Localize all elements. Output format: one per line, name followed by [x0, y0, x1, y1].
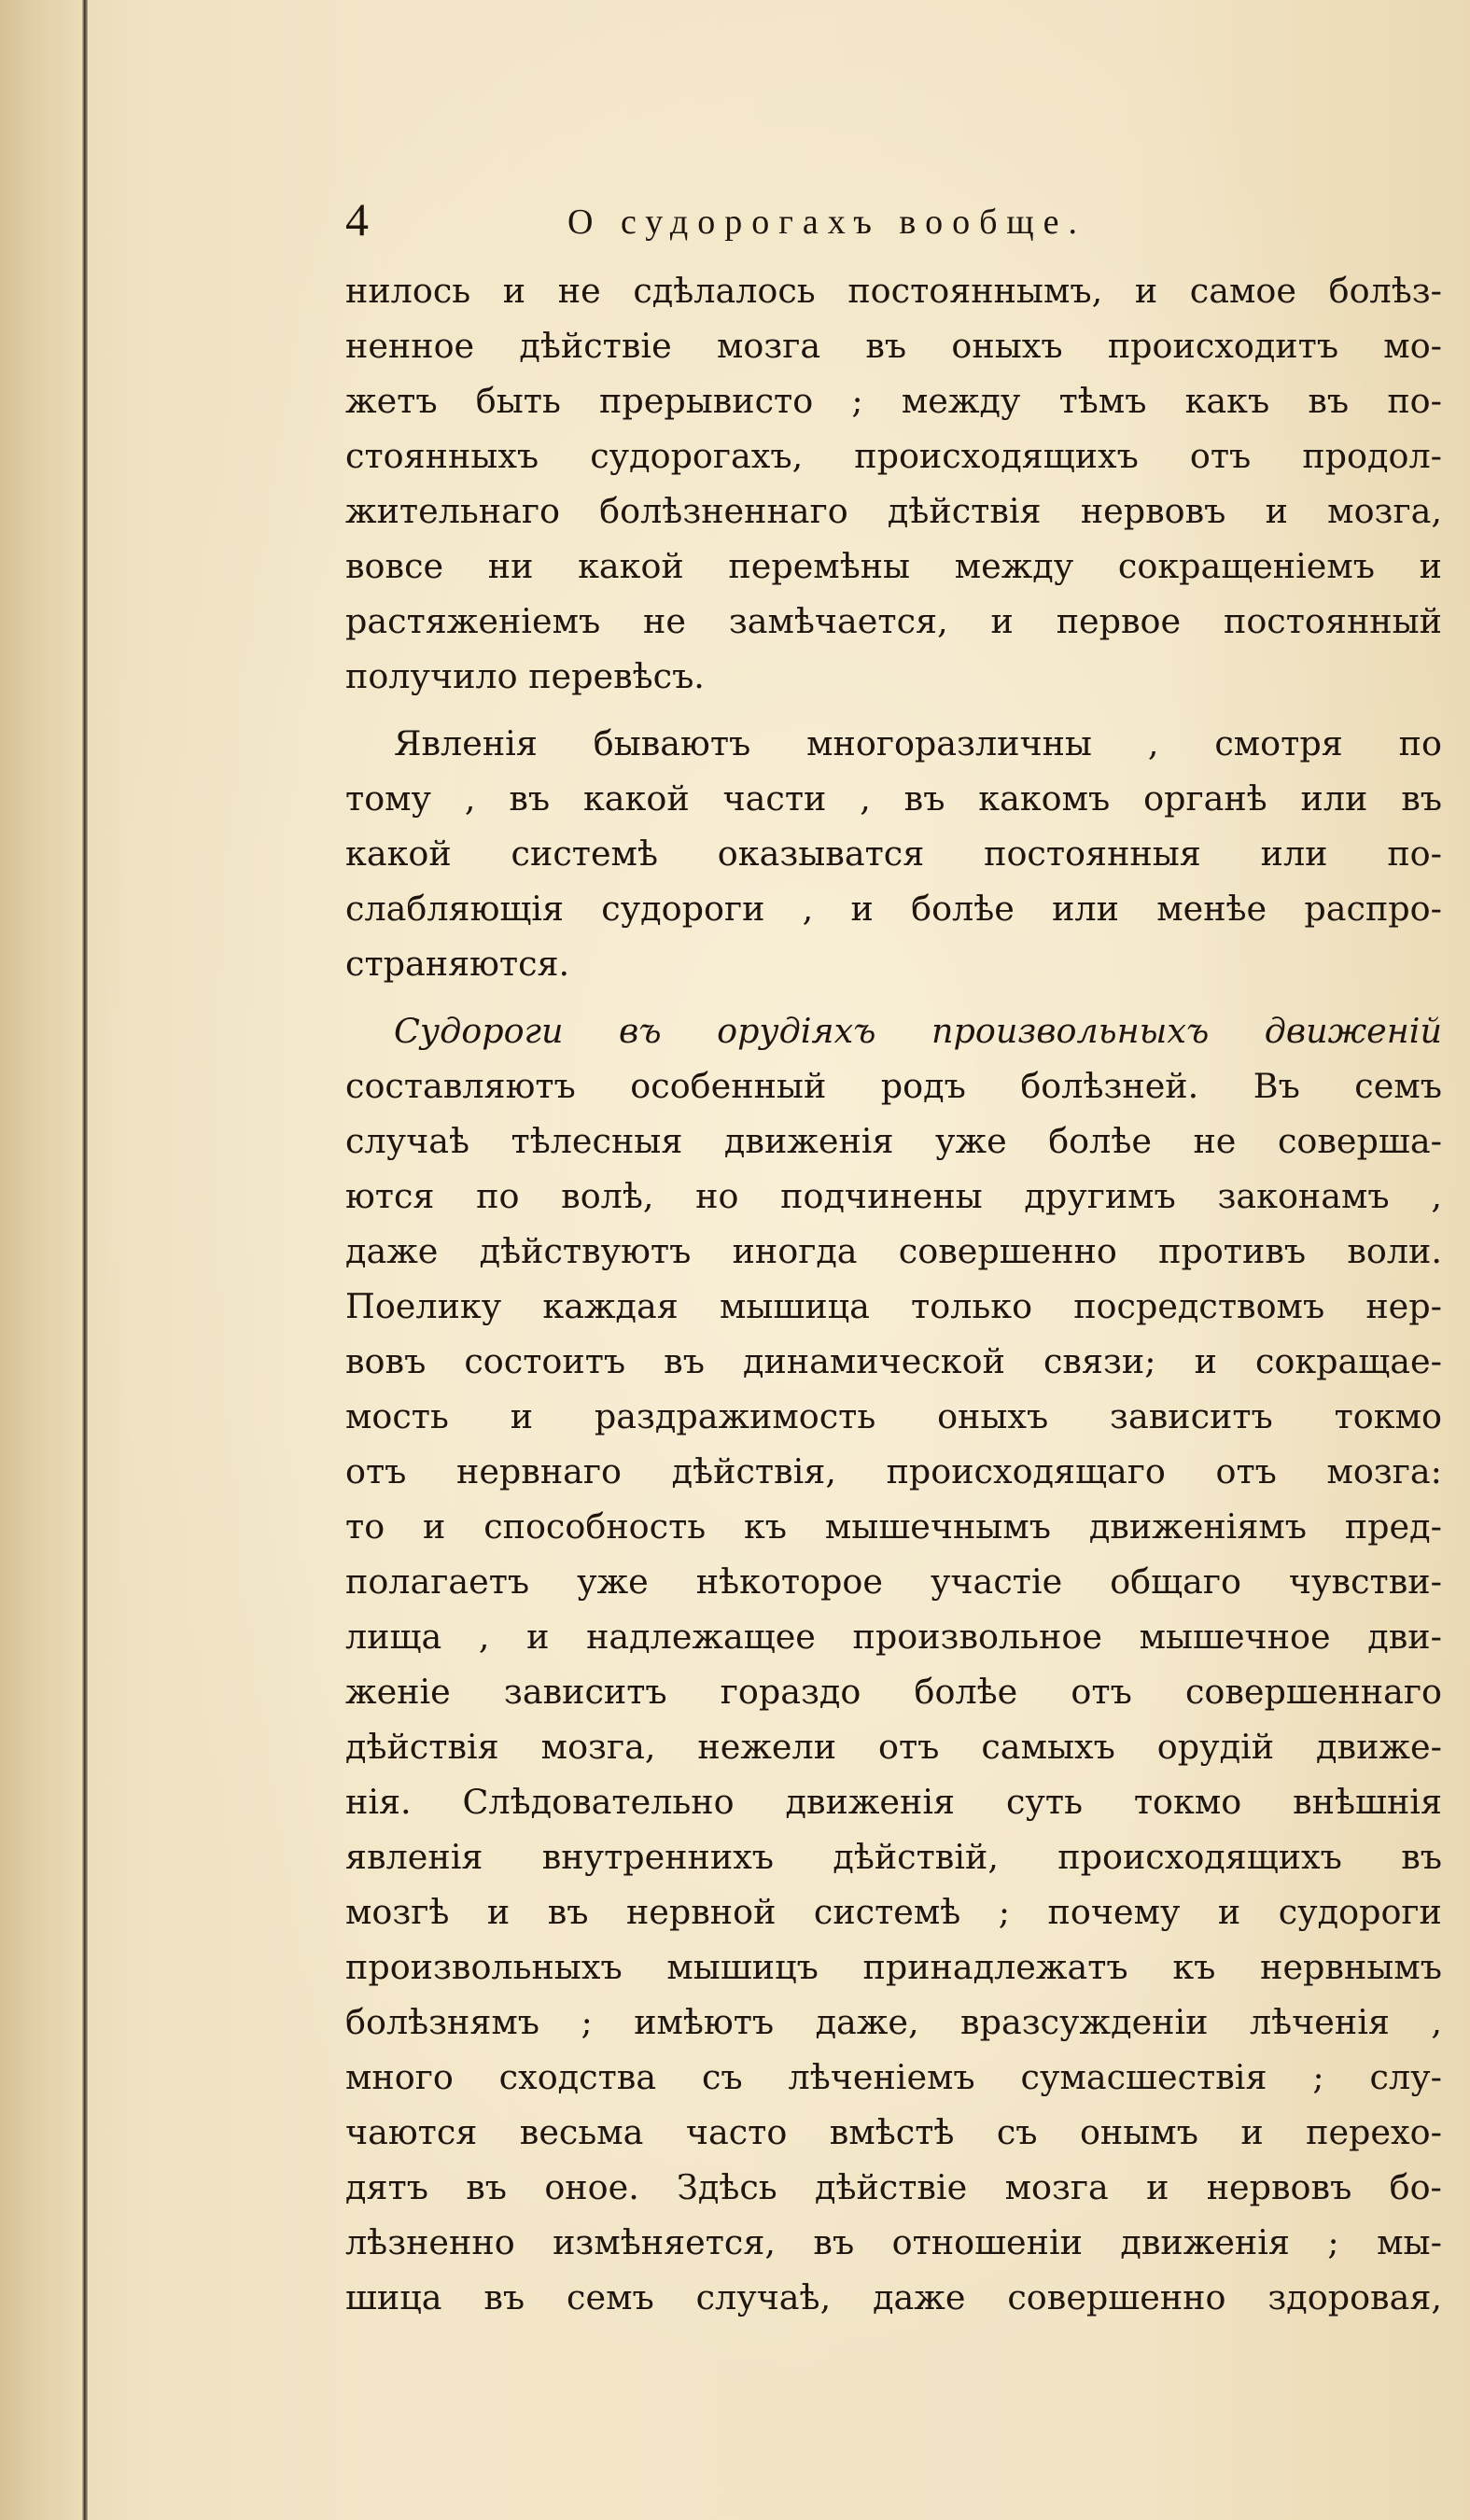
text-line: вовъ состоитъ въ динамической связи; и сокращае-	[345, 1341, 1442, 1381]
text-line: то и способность къ мышечнымъ движенiямъ пред-	[345, 1506, 1442, 1547]
text-line: даже дѣйствуютъ иногда совершенно противъ воли.	[345, 1231, 1442, 1271]
italic-heading-line: Судороги въ орудiяхъ произвольныхъ движенiй	[394, 1011, 1442, 1051]
text-line: нилось и не сдѣлалось постояннымъ, и самое болѣз-	[345, 271, 1442, 311]
text-line: мость и раздражимость оныхъ зависитъ токмо	[345, 1396, 1442, 1436]
text-line: произвольныхъ мышицъ принадлежатъ къ нервнымъ	[345, 1947, 1442, 1987]
body-text	[345, 263, 1442, 2325]
text-line: вовсе ни какой перемѣны между сокращенiемъ и	[345, 546, 1442, 586]
text-line: болѣзнямъ ; имѣютъ даже, вразсужденiи лѣченiя ,	[345, 2002, 1442, 2042]
text-line: страняются.	[345, 944, 570, 984]
text-line: много сходства съ лѣченiемъ сумасшествiя ; слу-	[345, 2057, 1442, 2097]
text-line: стоянныхъ судорогахъ, происходящихъ отъ продол-	[345, 436, 1442, 476]
text-line: составляютъ особенный родъ болѣзней. Въ семъ	[345, 1066, 1442, 1106]
text-line: какой системѣ оказыватся постоянныя или по-	[345, 833, 1442, 874]
text-line: отъ нервнаго дѣйствiя, происходящаго отъ мозга:	[345, 1451, 1442, 1491]
text-line: Поелику каждая мышица только посредствомъ нер-	[345, 1286, 1442, 1326]
text-line: чаются весьма часто вмѣстѣ съ онымъ и перехо-	[345, 2112, 1442, 2152]
text-line: получило перевѣсъ.	[345, 656, 705, 696]
text-line: ются по волѣ, но подчинены другимъ законамъ ,	[345, 1176, 1442, 1216]
text-line: Явленiя бываютъ многоразличны , смотря по	[394, 723, 1442, 763]
text-line: полагаетъ уже нѣкоторое участiе общаго чувстви-	[345, 1561, 1442, 1602]
text-line: дятъ въ оное. Здѣсь дѣйствiе мозга и нервовъ бо-	[345, 2167, 1442, 2207]
text-line: растяженiемъ не замѣчается, и первое постоянный	[345, 601, 1442, 641]
text-line: тому , въ какой части , въ какомъ органѣ или въ	[345, 778, 1442, 819]
text-line: шица въ семъ случаѣ, даже совершенно здоровая,	[345, 2277, 1442, 2317]
binding-edge-line	[82, 0, 88, 2520]
text-line: дѣйствiя мозга, нежели отъ самыхъ орудiй движе-	[345, 1727, 1442, 1767]
text-line: мозгѣ и въ нервной системѣ ; почему и судороги	[345, 1892, 1442, 1932]
text-line: жетъ быть прерывисто ; между тѣмъ какъ въ по-	[345, 381, 1442, 421]
text-line: женiе зависитъ гораздо болѣе отъ совершеннаго	[345, 1672, 1442, 1712]
text-line: явленiя внутреннихъ дѣйствiй, происходящихъ въ	[345, 1837, 1442, 1877]
text-line: ненное дѣйствiе мозга въ оныхъ происходитъ мо-	[345, 326, 1442, 366]
text-line: случаѣ тѣлесныя движенiя уже болѣе не соверша-	[345, 1121, 1442, 1161]
text-line: слабляющiя судороги , и болѣе или менѣе распро-	[345, 889, 1442, 929]
text-line: лѣзненно измѣняется, въ отношенiи движенiя ; мы-	[345, 2222, 1442, 2262]
page-number: 4	[345, 193, 369, 245]
page-binding	[0, 0, 89, 2520]
text-line: жительнаго болѣзненнаго дѣйствiя нервовъ и мозга,	[345, 491, 1442, 531]
page-header	[345, 189, 1419, 254]
running-head: О судорогахъ вообще.	[567, 203, 1087, 242]
text-line: лища , и надлежащее произвольное мышечное дви-	[345, 1617, 1442, 1657]
text-line: нiя. Слѣдовательно движенiя суть токмо внѣшнiя	[345, 1782, 1442, 1822]
